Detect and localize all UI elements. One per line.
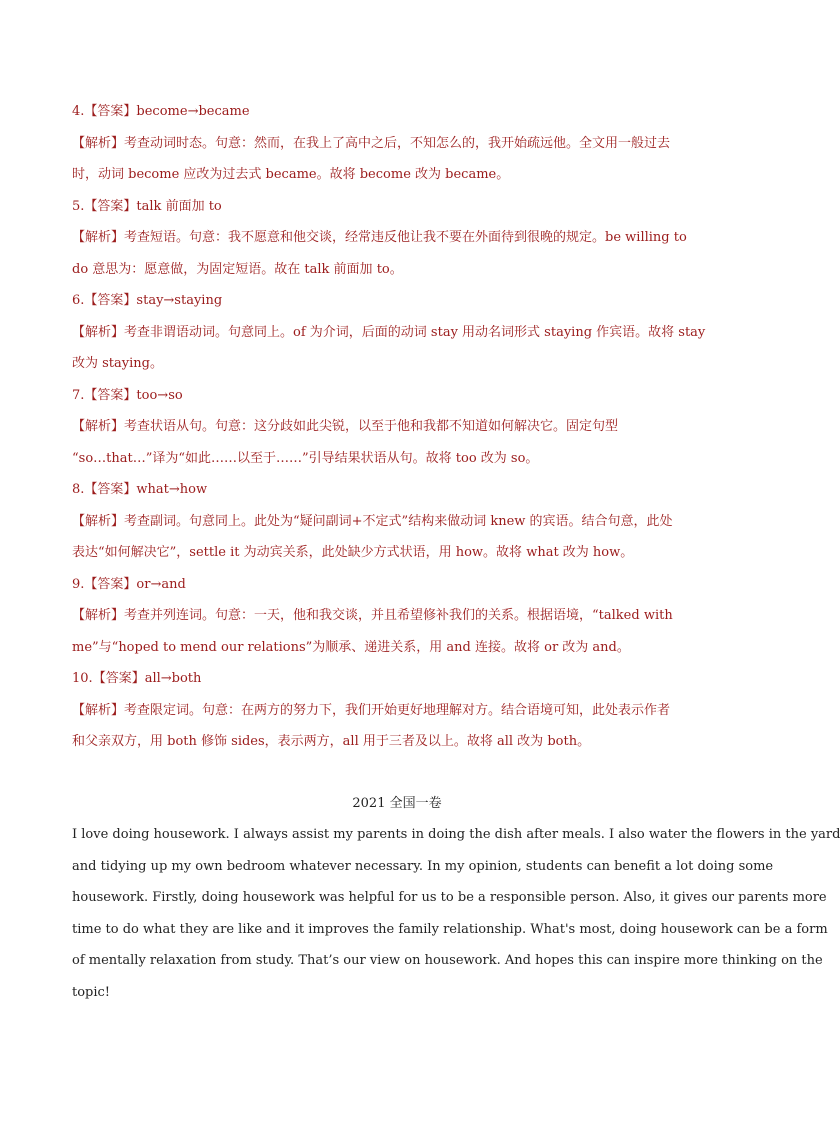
- essay-line: and tidying up my own bedroom whatever necessary. In my opinion, students can benefit a lot doing some: [72, 858, 774, 874]
- answer-text: what→how: [136, 482, 208, 497]
- analysis-line: [72, 443, 722, 475]
- answer-item-6: [72, 285, 722, 380]
- analysis-label: 【解析】: [72, 608, 125, 623]
- answer-item-5: [72, 191, 722, 286]
- item-number: 4.: [72, 104, 85, 119]
- analysis-line: [72, 411, 722, 443]
- essay-line: time to do what they are like and it improves the family relationship. What's most, doing housework can be a form: [72, 921, 828, 937]
- analysis-label: 【解析】: [72, 513, 125, 529]
- answer-label: 【答案】: [84, 576, 137, 592]
- analysis-line: [72, 222, 722, 254]
- item-number: 5.: [72, 198, 85, 214]
- analysis-text: 时，动词 become 应改为过去式 became。故将 become 改为 became。: [72, 167, 510, 182]
- analysis-text: 考查状语从句。句意：这分歧如此尖锐，以至于他和我都不知道如何解决它。固定句型: [124, 419, 619, 434]
- analysis-line: [72, 632, 722, 664]
- answer-text: all→both: [144, 671, 202, 686]
- analysis-label: 【解析】: [72, 230, 125, 245]
- essay-paragraph: [72, 819, 840, 1008]
- answer-item-4: [72, 96, 722, 191]
- analysis-text: 和父亲双方，用 both 修饰 sides，表示两方，all 用于三者及以上。故将 all 改为 both。: [72, 734, 591, 749]
- analysis-line: [72, 159, 722, 191]
- answer-label: 【答案】: [84, 198, 137, 214]
- essay-line: I love doing housework. I always assist my parents in doing the dish after meals. I also water the flowers in the yard: [72, 827, 840, 842]
- analysis-text: 考查动词时态。句意：然而，在我上了高中之后，不知怎么的，我开始疏远他。全文用一般过去: [124, 135, 671, 151]
- essay-line: housework. Firstly, doing housework was helpful for us to be a responsible person. Also, it gives our parents more: [72, 890, 827, 905]
- answer-text: become→became: [136, 104, 250, 119]
- analysis-line: [72, 254, 722, 286]
- analysis-line: [72, 506, 722, 538]
- analysis-line: [72, 726, 722, 758]
- analysis-text: 改为 staying。: [72, 356, 163, 371]
- analysis-text: 考查副词。句意同上。此处为“疑问副词+不定式”结构来做动词 knew 的宾语。结合句意，此处: [124, 513, 673, 529]
- answer-text: too→so: [136, 387, 183, 403]
- analysis-line: [72, 537, 722, 569]
- analysis-text: me”与“hoped to mend our relations”为顺承、递进关系，用 and 连接。故将 or 改为 and。: [72, 639, 630, 655]
- analysis-line: [72, 695, 722, 727]
- answer-item-10: [72, 663, 722, 758]
- answer-item-8: [72, 474, 722, 569]
- answer-line: [72, 474, 722, 506]
- item-number: 8.: [72, 482, 85, 497]
- analysis-line: [72, 600, 722, 632]
- answer-text: talk 前面加 to: [136, 198, 222, 214]
- answer-line: [72, 663, 722, 695]
- answer-page: [72, 96, 840, 1008]
- analysis-text: “so…that…”译为“如此……以至于……”引导结果状语从句。故将 too 改为 so。: [72, 450, 539, 466]
- answer-label: 【答案】: [84, 104, 137, 119]
- analysis-label: 【解析】: [72, 135, 125, 151]
- analysis-text: 考查短语。句意：我不愿意和他交谈，经常违反他让我不要在外面待到很晚的规定。be willing to: [124, 230, 687, 245]
- answer-label: 【答案】: [84, 387, 137, 403]
- answer-label: 【答案】: [84, 293, 137, 308]
- answer-text: or→and: [136, 576, 186, 592]
- answer-item-9: [72, 569, 722, 664]
- answer-item-7: [72, 380, 722, 475]
- analysis-text: 表达“如何解决它”，settle it 为动宾关系，此处缺少方式状语，用 how。故将 what 改为 how。: [72, 545, 634, 560]
- analysis-label: 【解析】: [72, 324, 125, 340]
- analysis-text: 考查非谓语动词。句意同上。of 为介词，后面的动词 stay 用动名词形式 staying 作宾语。故将 stay: [124, 324, 706, 340]
- analysis-label: 【解析】: [72, 702, 125, 718]
- answer-text: stay→staying: [136, 293, 223, 308]
- answer-label: 【答案】: [92, 671, 145, 686]
- answer-line: [72, 191, 722, 223]
- analysis-line: [72, 128, 722, 160]
- answer-line: [72, 285, 722, 317]
- analysis-line: [72, 317, 722, 349]
- analysis-text: do 意思为：愿意做，为固定短语。故在 talk 前面加 to。: [72, 261, 403, 277]
- answer-line: [72, 380, 722, 412]
- item-number: 9.: [72, 576, 85, 592]
- essay-line: of mentally relaxation from study. That’s our view on housework. And hopes this can inspire more thinking on the: [72, 953, 823, 968]
- answer-label: 【答案】: [84, 482, 137, 497]
- answer-line: [72, 569, 722, 601]
- analysis-line: [72, 348, 722, 380]
- item-number: 10.: [72, 671, 93, 686]
- section-title: 2021 全国一卷: [352, 795, 442, 811]
- analysis-text: 考查并列连词。句意：一天，他和我交谈，并且希望修补我们的关系。根据语境，“talked with: [124, 608, 673, 623]
- item-number: 7.: [72, 387, 85, 403]
- essay-line: topic!: [72, 984, 111, 1000]
- answer-line: [72, 96, 722, 128]
- analysis-label: 【解析】: [72, 419, 125, 434]
- analysis-text: 考查限定词。句意：在两方的努力下，我们开始更好地理解对方。结合语境可知，此处表示作者: [124, 702, 671, 718]
- item-number: 6.: [72, 293, 85, 308]
